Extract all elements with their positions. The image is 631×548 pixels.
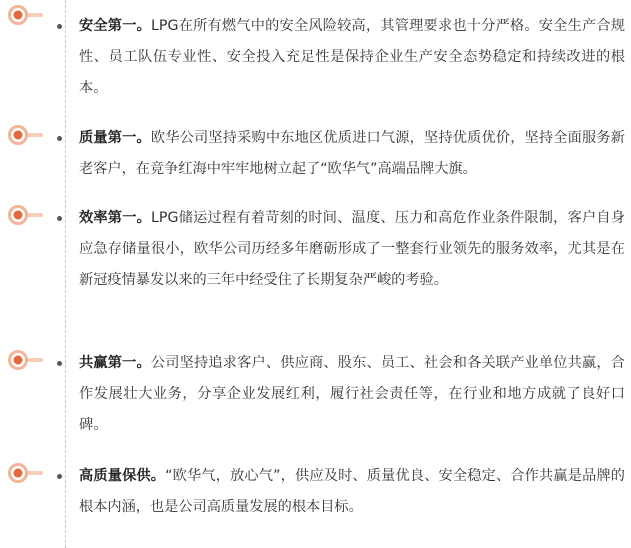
circle-bullet-icon — [7, 462, 43, 484]
paragraph — [79, 11, 625, 104]
dot-icon — [57, 216, 62, 221]
dot-icon — [57, 136, 62, 141]
circle-bullet-icon — [7, 349, 43, 371]
item-body: LPG在所有燃气中的安全风险较高，其管理要求也十分严格。安全生产合规性、员工队伍专业性、安全投入充足性是保持企业生产安全态势稳定和持续改进的根本。 — [79, 18, 625, 96]
item-title: 共赢第一。 — [79, 355, 151, 371]
paragraph — [79, 123, 625, 185]
dot-icon — [57, 474, 62, 479]
paragraph — [79, 203, 625, 296]
item-title: 质量第一。 — [79, 130, 151, 146]
item-body: 公司坚持追求客户、供应商、股东、员工、社会和各关联产业单位共赢，合作发展壮大业务，分享企业发展红利，履行社会责任等，在行业和地方成就了良好口碑。 — [79, 355, 625, 433]
circle-bullet-icon — [7, 4, 43, 26]
item-title: 高质量保供。 — [79, 468, 166, 484]
item-body: 欧华公司坚持采购中东地区优质进口气源，坚持优质优价，坚持全面服务新老客户，在竞争红海中牢牢地树立起了“欧华气”高端品牌大旗。 — [79, 130, 625, 177]
circle-bullet-icon — [7, 124, 43, 146]
dot-icon — [57, 24, 62, 29]
paragraph — [79, 348, 625, 441]
item-title: 效率第一。 — [79, 210, 152, 226]
dashed-timeline-line — [65, 0, 66, 548]
item-title: 安全第一。 — [79, 18, 152, 34]
dot-icon — [57, 361, 62, 366]
circle-bullet-icon — [7, 204, 43, 226]
item-body: “欧华气，放心气”，供应及时、质量优良、安全稳定、合作共赢是品牌的根本内涵，也是公司高质量发展的根本目标。 — [79, 468, 625, 515]
item-body: LPG储运过程有着苛刻的时间、温度、压力和高危作业条件限制，客户自身应急存储量很小，欧华公司历经多年磨砺形成了一整套行业领先的服务效率，尤其是在新冠疫情暴发以来的三年中经受住了长期复杂严峻的考验。 — [79, 210, 625, 288]
paragraph — [79, 461, 625, 523]
